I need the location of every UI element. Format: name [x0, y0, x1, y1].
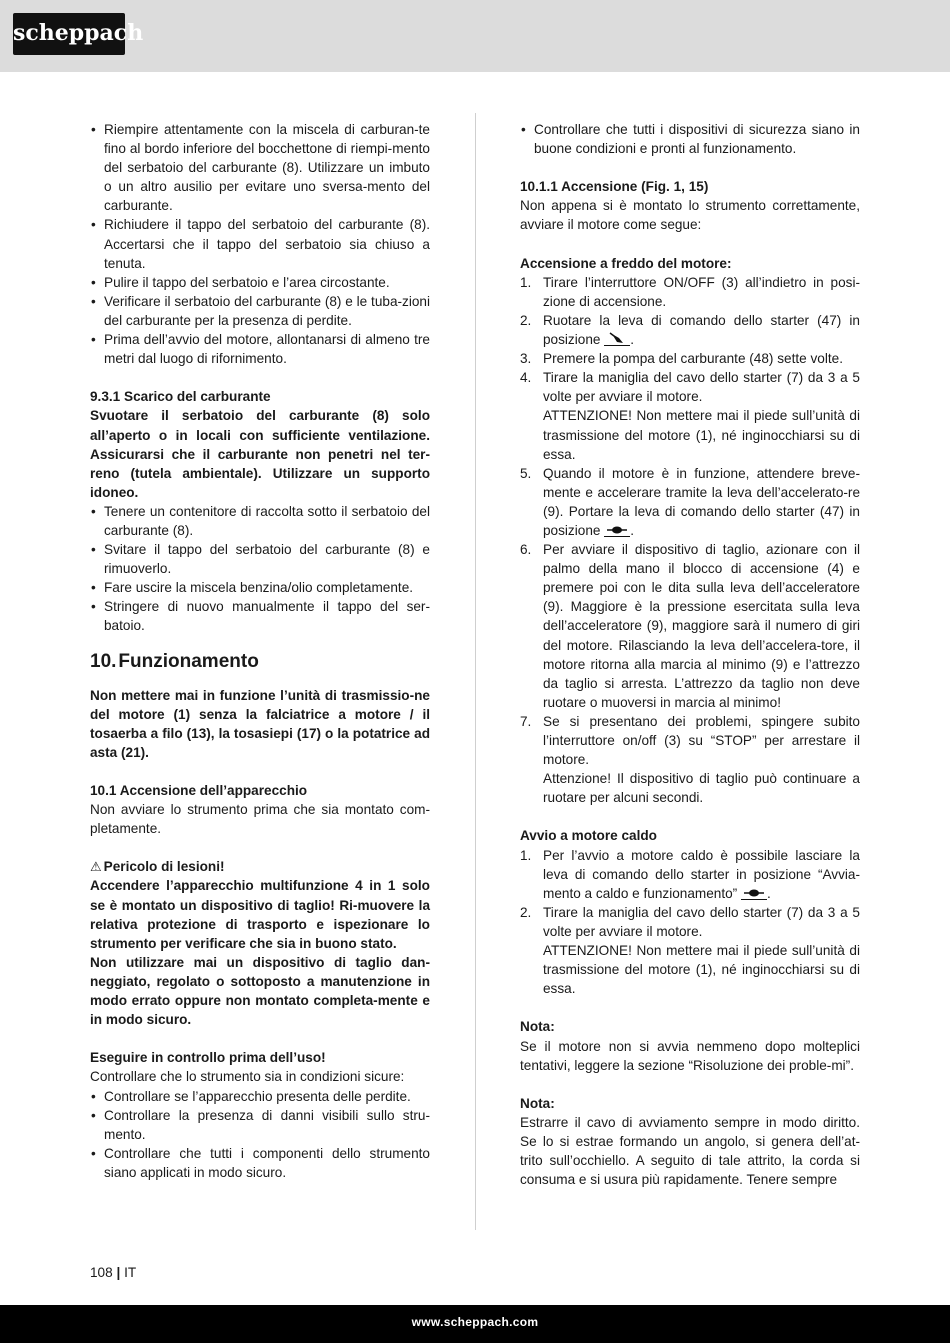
list-item: 3. Premere la pompa del carburante (48) sette volte.	[520, 351, 843, 367]
choke-closed-icon	[604, 332, 630, 346]
check-list	[90, 1087, 430, 1182]
safety-check-list	[520, 120, 860, 158]
list-item: 4. Tirare la maniglia del cavo dello starter (7) da 3 a 5 volte per avviare il motore. ATTENZIONE! Non mettere mai il piede sull’unità di trasmissione del motore (1), né inginocchiarsi su di essa.	[520, 370, 860, 462]
choke-open-icon	[604, 523, 630, 537]
section-text: Non appena si è montato lo strumento correttamente, avviare il motore come segue:	[520, 198, 860, 233]
list-item: 1. Per l’avvio a motore caldo è possibile lasciare la leva di comando dello starter in posizione “Avvia-mento a caldo e funzionamento” .	[520, 847, 860, 901]
note-text: Estrarre il cavo di avviamento sempre in modo diritto. Se lo si estrae formando un angolo, si genera dell’at-trito sull’occhiello. A seguito di tale attrito, la corda si consuma e si usura più rapidamente. Tenere sempre	[520, 1114, 860, 1188]
brand-logo: scheppach	[13, 13, 125, 55]
warm-start-heading: Avvio a motore caldo	[520, 828, 657, 844]
list-item: • Verificare il serbatoio del carburante (8) e le tuba-zioni del carburante per la presenza di perdite.	[90, 292, 430, 330]
danger-title: Pericolo di lesioni!	[103, 859, 225, 875]
list-item: 2. Ruotare la leva di comando dello starter (47) in posizione .	[520, 312, 860, 348]
fuel-fill-list	[90, 120, 430, 368]
header-bar	[0, 0, 950, 72]
list-item: • Controllare che tutti i dispositivi di sicurezza siano in buone condizioni e pronti al funzionamento.	[520, 120, 860, 158]
note-text: Se il motore non si avvia nemmeno dopo molteplici tentativi, leggere la sezione “Risoluzione dei proble-mi”.	[520, 1038, 860, 1073]
list-item: 2. Tirare la maniglia del cavo dello starter (7) da 3 a 5 volte per avviare il motore. ATTENZIONE! Non mettere mai il piede sull’unità di trasmissione del motore (1), né inginocchiarsi su di essa.	[520, 904, 860, 997]
website-link[interactable]: www.scheppach.com	[411, 1315, 539, 1329]
list-item: • Richiudere il tappo del serbatoio del carburante (8). Accertarsi che il tappo del serbatoio sia chiuso a tenuta.	[90, 215, 430, 272]
danger-heading	[90, 857, 430, 876]
column-divider	[475, 113, 476, 1230]
chapter-title: Funzionamento	[118, 650, 259, 672]
choke-open-icon	[741, 886, 767, 900]
cold-start-heading: Accensione a freddo del motore:	[520, 255, 732, 271]
chapter-number: 10.	[90, 650, 117, 672]
check-heading: Eseguire in controllo prima dell’uso!	[90, 1050, 326, 1066]
list-item: • Tenere un contenitore di raccolta sotto il serbatoio del carburante (8).	[90, 502, 430, 540]
list-item: • Riempire attentamente con la miscela di carburan-te fino al bordo inferiore del bocchettone di riempi-mento del serbatoio del carburante (8). Utilizzare un imbuto o un altro ausilio per evitare uno sversa-mento del carburante.	[90, 120, 430, 215]
list-item: 6. Per avviare il dispositivo di taglio, azionare con il palmo della mano il blocco di accensione (4) e premere poi con le dita sulla leva dell’acceleratore (9). Maggiore è la pressione esercitata sulla leva dell’acceleratore (9), maggiore sarà il numero di giri del motore. Rilasciando la leva dell’accelera-tore, il motore ritorna alla marcia al minimo (9) e l’attrezzo da taglio si arresta. L’attrezzo da taglio non deve ruotare o muoversi in marcia al minimo!	[520, 542, 860, 710]
left-column	[90, 120, 430, 1182]
list-item: • Fare uscire la miscela benzina/olio completamente.	[90, 578, 430, 597]
section-text: Non avviare lo strumento prima che sia montato com-pletamente.	[90, 802, 430, 837]
list-item: 7. Se si presentano dei problemi, spingere subito l’interruttore on/off (3) su “STOP” per arrestare il motore. Attenzione! Il dispositivo di taglio può continuare a ruotare per alcuni secondi.	[520, 713, 860, 806]
list-item: • Stringere di nuovo manualmente il tappo del ser-batoio.	[90, 597, 430, 635]
page-number: 108 | IT	[90, 1265, 137, 1280]
cold-start-steps	[520, 273, 860, 808]
operation-warning: Non mettere mai in funzione l’unità di trasmissio-ne del motore (1) senza la falciatrice a motore / il tosaerba a filo (13), la tosasiepi (17) o la potatrice ad asta (21).	[90, 687, 430, 760]
check-intro: Controllare che lo strumento sia in condizioni sicure:	[90, 1069, 405, 1085]
section-heading-10-1-1: 10.1.1 Accensione (Fig. 1, 15)	[520, 179, 709, 195]
danger-text: Accendere l’apparecchio multifunzione 4 in 1 solo se è montato un dispositivo di taglio! Ri-muovere la relativa protezione di trasporto e ispezionare lo strumento per verificare che sia in buono stato.	[90, 878, 430, 951]
warm-start-steps	[520, 846, 860, 999]
section-heading-10-1: 10.1 Accensione dell’apparecchio	[90, 783, 308, 798]
list-item: • Controllare che tutti i componenti dello strumento siano applicati in modo sicuro.	[90, 1144, 430, 1182]
chapter-heading-10	[90, 650, 430, 674]
list-item: • Pulire il tappo del serbatoio e l’area circostante.	[90, 273, 430, 292]
list-item: • Prima dell’avvio del motore, allontanarsi di almeno tre metri dal luogo di rifornimento.	[90, 330, 430, 368]
section-heading-9-3-1: 9.3.1 Scarico del carburante	[90, 389, 271, 405]
warning-triangle-icon: ⚠	[90, 859, 102, 875]
list-item: • Svitare il tappo del serbatoio del carburante (8) e rimuoverlo.	[90, 540, 430, 578]
list-item: • Controllare la presenza di danni visibili sullo stru-mento.	[90, 1106, 430, 1144]
note-heading: Nota:	[520, 1019, 555, 1035]
note-heading: Nota:	[520, 1095, 555, 1111]
right-column	[520, 120, 860, 1189]
list-item: • Controllare se l’apparecchio presenta delle perdite.	[90, 1087, 430, 1106]
list-item: 1. Tirare l’interruttore ON/OFF (3) all’indietro in posi-zione di accensione.	[520, 274, 860, 309]
list-item: 5. Quando il motore è in funzione, attendere breve-mente e accelerare tramite la leva dell’accelerato-re (9). Portare la leva di comando dello starter (47) in posizione .	[520, 465, 860, 538]
danger-text: Non utilizzare mai un dispositivo di taglio dan-neggiato, regolato o sottoposto a manutenzione in modo errato oppure non montato completa-mente e in modo sicuro.	[90, 954, 430, 1028]
fuel-drain-list	[90, 502, 430, 636]
fuel-drain-warning: Svuotare il serbatoio del carburante (8) solo all’aperto o in locali con sufficiente ventilazione. Assicurarsi che il carburante non penetri nel ter-reno (tutela ambientale). Utilizzare un supporto idoneo.	[90, 408, 430, 500]
